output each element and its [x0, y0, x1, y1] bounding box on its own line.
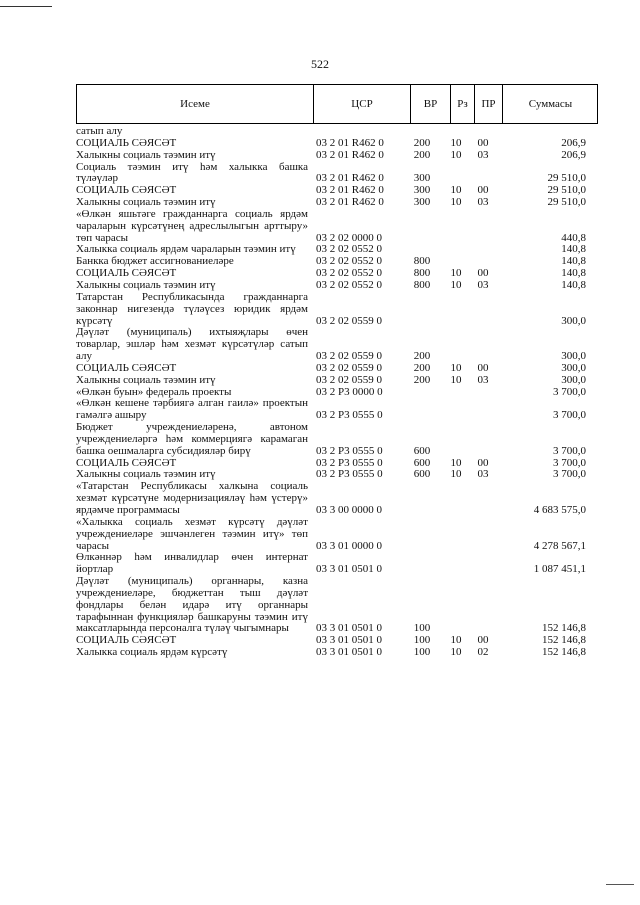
row-vr: 100: [413, 646, 431, 659]
table-row: [76, 481, 598, 517]
row-csr: 03 2 02 0559 0: [316, 314, 382, 327]
row-pr: 00: [477, 634, 489, 647]
row-name: Татарстан Республикасында гражданнарга законнар нигезендә түләүсез юридик ярдәм күрсәтү: [76, 290, 308, 327]
row-rz: 10: [450, 278, 462, 291]
row-sum: 3 700,0: [553, 456, 586, 469]
row-csr: 03 2 02 0552 0: [316, 278, 382, 291]
table-row: [76, 292, 598, 328]
row-vr: 300: [413, 196, 431, 209]
row-name: СОЦИАЛЬ СӘЯСӘТ: [76, 184, 177, 197]
row-csr: 03 2 02 0559 0: [316, 361, 382, 374]
row-vr: 200: [413, 350, 431, 363]
row-sum: 3 700,0: [553, 409, 586, 422]
row-csr: 03 2 P3 0555 0: [316, 456, 383, 469]
header-csr: ЦСР: [314, 85, 411, 123]
corner-mark-bottom-right: [606, 884, 634, 885]
row-pr: 00: [477, 456, 489, 469]
row-pr: 00: [477, 267, 489, 280]
row-sum: 152 146,8: [542, 622, 586, 635]
row-name: Халыкка социаль ярдәм чараларын тәэмин итү: [76, 243, 296, 256]
row-csr: 03 2 01 R462 0: [316, 148, 384, 161]
table-row: [76, 398, 598, 422]
row-sum: 4 278 567,1: [533, 539, 586, 552]
row-name: «Өлкән кешене тәрбиягә алган гаилә» проектын гамәлгә ашыру: [76, 397, 308, 422]
row-rz: 10: [450, 361, 462, 374]
row-sum: 29 510,0: [547, 184, 586, 197]
row-sum: 440,8: [561, 231, 586, 244]
row-name: «Татарстан Республикасы халкына социаль хезмәт күрсәтүне модернизацияләү һәм үстерү» ярдәмче программасы: [76, 480, 308, 516]
row-rz: 10: [450, 373, 462, 386]
table-row: [76, 517, 598, 553]
row-pr: 03: [477, 373, 489, 386]
row-csr: 03 2 02 0552 0: [316, 243, 382, 256]
row-name: СОЦИАЛЬ СӘЯСӘТ: [76, 456, 177, 469]
row-vr: 100: [413, 634, 431, 647]
row-csr: 03 2 02 0559 0: [316, 350, 382, 363]
row-sum: 3 700,0: [553, 444, 586, 457]
row-csr: 03 2 P3 0555 0: [316, 468, 383, 481]
row-sum: 140,8: [561, 243, 586, 256]
row-pr: 03: [477, 196, 489, 209]
row-vr: 800: [413, 255, 431, 268]
row-sum: 3 700,0: [553, 385, 586, 398]
row-sum: 4 683 575,0: [533, 504, 586, 516]
table-row: [76, 138, 598, 150]
row-rz: 10: [450, 646, 462, 659]
row-csr: 03 2 01 R462 0: [316, 136, 384, 149]
row-sum: 140,8: [561, 267, 586, 280]
row-vr: 100: [413, 622, 431, 635]
table-row: [76, 647, 598, 659]
row-rz: 10: [450, 196, 462, 209]
header-vr: ВР: [411, 85, 451, 123]
row-csr: 03 3 00 0000 0: [316, 504, 382, 516]
row-sum: 300,0: [561, 373, 586, 386]
row-name: Халыкны социаль тәэмин итү: [76, 468, 216, 481]
row-csr: 03 2 02 0552 0: [316, 267, 382, 280]
row-sum: 300,0: [561, 314, 586, 327]
row-name: сатып алу: [76, 125, 123, 137]
row-rz: 10: [450, 456, 462, 469]
row-csr: 03 3 01 0000 0: [316, 539, 382, 552]
row-sum: 300,0: [561, 361, 586, 374]
row-csr: 03 3 01 0501 0: [316, 646, 382, 659]
row-name: «Өлкән яшьтәге гражданнарга социаль ярдәм чараларын күрсәтүнең адреслылыгын арттыру» төп чарасы: [76, 207, 308, 244]
row-sum: 29 510,0: [547, 196, 586, 209]
row-csr: 03 3 01 0501 0: [316, 622, 382, 635]
row-name: Халыкны социаль тәэмин итү: [76, 373, 216, 386]
row-pr: 02: [477, 646, 489, 659]
row-name: Социаль тәэмин итү һәм халыкка башка түләүләр: [76, 160, 308, 185]
table-row: [76, 162, 598, 186]
row-vr: 200: [413, 373, 431, 386]
row-name: Дәүләт (муниципаль) ихтыяҗлары өчен товарлар, эшләр һәм хезмәт күрсәтүләр сатып алу: [76, 326, 308, 363]
row-sum: 152 146,8: [542, 634, 586, 647]
table-row: [76, 552, 598, 576]
table-row: [76, 209, 598, 245]
row-sum: 140,8: [561, 278, 586, 291]
row-name: Халыкны социаль тәэмин итү: [76, 278, 216, 291]
header-name: Исеме: [77, 85, 314, 123]
row-csr: 03 2 01 R462 0: [316, 172, 384, 185]
row-rz: 10: [450, 634, 462, 647]
table-row: [76, 150, 598, 162]
budget-table: [76, 84, 598, 659]
row-rz: 10: [450, 136, 462, 149]
row-rz: 10: [450, 148, 462, 161]
row-vr: 200: [413, 361, 431, 374]
row-rz: 10: [450, 468, 462, 481]
row-vr: 200: [413, 148, 431, 161]
table-row: [76, 375, 598, 387]
row-pr: 03: [477, 468, 489, 481]
row-rz: 10: [450, 184, 462, 197]
row-pr: 00: [477, 184, 489, 197]
row-name: СОЦИАЛЬ СӘЯСӘТ: [76, 361, 177, 374]
row-csr: 03 2 01 R462 0: [316, 184, 384, 197]
row-csr: 03 2 P3 0555 0: [316, 409, 383, 422]
header-pr: ПР: [475, 85, 503, 123]
row-name: Өлкәннәр һәм инвалидлар өчен интернат йортлар: [76, 551, 308, 576]
table-row: [76, 576, 598, 635]
row-name: Бюджет учреждениеләренә, автоном учреждениеләргә һәм коммерциягә карамаган башка оешмаларга субсидияләр бирү: [76, 421, 308, 457]
row-csr: 03 3 01 0501 0: [316, 563, 382, 576]
row-sum: 152 146,8: [542, 646, 586, 659]
table-row: [76, 422, 598, 458]
header-rz: Рз: [451, 85, 475, 123]
table-body: [76, 126, 598, 659]
row-sum: 3 700,0: [553, 468, 586, 481]
row-vr: 200: [413, 136, 431, 149]
row-vr: 300: [413, 172, 431, 185]
row-vr: 800: [413, 267, 431, 280]
row-csr: 03 2 01 R462 0: [316, 196, 384, 209]
row-vr: 800: [413, 278, 431, 291]
corner-mark-top-left: [0, 6, 52, 7]
row-vr: 600: [413, 444, 431, 457]
row-name: Халыкны социаль тәэмин итү: [76, 148, 216, 161]
row-rz: 10: [450, 267, 462, 280]
table-row: [76, 327, 598, 363]
row-csr: 03 2 P3 0555 0: [316, 444, 383, 457]
row-vr: 600: [413, 456, 431, 469]
row-pr: 00: [477, 361, 489, 374]
row-vr: 600: [413, 468, 431, 481]
page-number: 522: [311, 57, 329, 71]
table-header: [76, 84, 598, 124]
row-sum: 300,0: [561, 350, 586, 363]
row-name: Халыкка социаль ярдәм күрсәтү: [76, 646, 228, 659]
row-sum: 206,9: [561, 136, 586, 149]
table-row: [76, 363, 598, 375]
row-name: Халыкны социаль тәэмин итү: [76, 196, 216, 209]
row-sum: 1 087 451,1: [533, 563, 586, 576]
row-sum: 29 510,0: [547, 172, 586, 185]
row-pr: 00: [477, 136, 489, 149]
row-sum: 140,8: [561, 255, 586, 268]
row-pr: 03: [477, 148, 489, 161]
row-sum: 206,9: [561, 148, 586, 161]
row-csr: 03 2 P3 0000 0: [316, 385, 383, 398]
header-sum: Суммасы: [528, 98, 573, 110]
row-csr: 03 3 01 0501 0: [316, 634, 382, 647]
row-name: Дәүләт (муниципаль) органнары, казна учреждениеләре, бюджеттан тыш дәүләт фондлары белән идарә итү органнары тарафыннан функцияләр башкаруны тәэмин итү максатларында персоналга түләү чыгымнары: [76, 575, 308, 635]
row-name: «Халыкка социаль хезмәт күрсәтү дәүләт учреждениеләре эшчәнлеген тәэмин итү» төп чарасы: [76, 515, 308, 552]
row-name: Банкка бюджет ассигнованиеләре: [76, 255, 234, 268]
row-pr: 03: [477, 278, 489, 291]
row-name: СОЦИАЛЬ СӘЯСӘТ: [76, 136, 177, 149]
row-csr: 03 2 02 0559 0: [316, 373, 382, 386]
row-csr: 03 2 02 0552 0: [316, 255, 382, 268]
row-name: СОЦИАЛЬ СӘЯСӘТ: [76, 267, 177, 280]
row-vr: 300: [413, 184, 431, 197]
row-name: СОЦИАЛЬ СӘЯСӘТ: [76, 634, 177, 647]
row-name: «Өлкән буын» федераль проекты: [76, 385, 232, 398]
row-csr: 03 2 02 0000 0: [316, 231, 382, 244]
